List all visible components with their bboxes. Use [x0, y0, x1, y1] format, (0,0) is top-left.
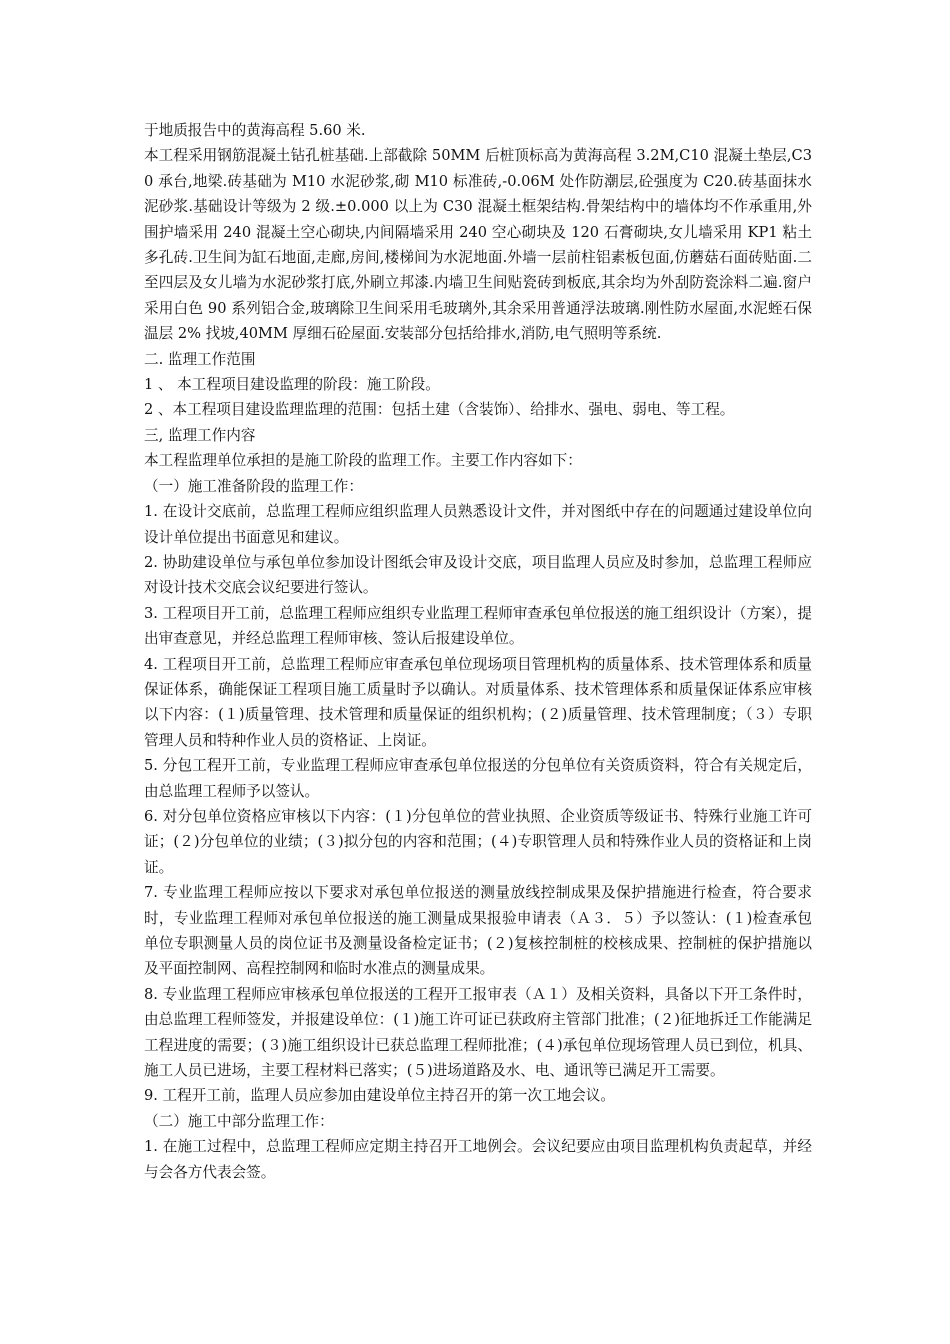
- prep-item-5: 5. 分包工程开工前，专业监理工程师应审查承包单位报送的分包单位有关资质资料，符合有关规定后，由总监理工程师予以签认。: [144, 757, 812, 800]
- prep-item-9: 9. 工程开工前，监理人员应参加由建设单位主持召开的第一次工地会议。: [144, 1087, 615, 1105]
- prep-item-4: 4. 工程项目开工前，总监理工程师应审查承包单位现场项目管理机构的质量体系、技术管理体系和质量保证体系，确能保证工程项目施工质量时予以确认。对质量体系、技术管理体系和质量保证体系应审核以下内容：(１)质量管理、技术管理和质量保证的组织机构；(２)质量管理、技术管理制度；（３）专职管理人员和特种作业人员的资格证、上岗证。: [144, 655, 812, 749]
- heading-content: 三, 监理工作内容: [144, 426, 256, 444]
- construction-item-1: 1. 在施工过程中，总监理工程师应定期主持召开工地例会。会议纪要应由项目监理机构负责起草，并经与会各方代表会签。: [144, 1138, 812, 1181]
- prep-item-3: 3. 工程项目开工前，总监理工程师应组织专业监理工程师审查承包单位报送的施工组织设计（方案），提出审查意见，并经总监理工程师审核、签认后报建设单位。: [144, 604, 812, 648]
- prep-item-1: 1. 在设计交底前，总监理工程师应组织监理人员熟悉设计文件，并对图纸中存在的问题通过建设单位向设计单位提出书面意见和建议。: [144, 503, 812, 546]
- paragraph-project-overview: 本工程采用钢筋混凝土钻孔桩基础.上部截除 50MM 后桩顶标高为黄海高程 3.2M,C10 混凝土垫层,C30 承台,地梁.砖基础为 M10 水泥砂浆,砌 M10 标准砖,-0.06M 处作防潮层,砼强度为 C20.砖基面抹水泥砂浆.基础设计等级为 2 级.±0.000 以上为 C30 混凝土框架结构.骨架结构中的墙体均不作承重用,外围护墙采用 240 混凝土空心砌块,内间隔墙采用 240 空心砌块及 120 石膏砌块,女儿墙采用 KP1 粘土多孔砖.卫生间为缸石地面,走廊,房间,楼梯间为水泥地面.外墙一层前柱铝素板包面,仿蘑菇石面砖贴面.二至四层及女儿墙为水泥砂浆打底,外刷立邦漆.内墙卫生间贴瓷砖到板底,其余均为外刮防瓷涂料二遍.窗户采用白色 90 系列铝合金,玻璃除卫生间采用毛玻璃外,其余采用普通浮法玻璃.刚性防水屋面,水泥蛭石保温层 2% 找坡,40MM 厚细石砼屋面.安装部分包括给排水,消防,电气照明等系统.: [144, 147, 812, 343]
- prep-item-7: 7. 专业监理工程师应按以下要求对承包单位报送的测量放线控制成果及保护措施进行检查，符合要求时，专业监理工程师对承包单位报送的施工测量成果报验申请表（Ａ３．５）予以签认：(１)检查承包单位专职测量人员的岗位证书及测量设备检定证书；(２)复核控制桩的校核成果、控制桩的保护措施以及平面控制网、高程控制网和临时水准点的测量成果。: [144, 884, 812, 978]
- prep-item-8: 8. 专业监理工程师应审核承包单位报送的工程开工报审表（Ａ１）及相关资料，具备以下开工条件时，由总监理工程师签发，并报建设单位：(１)施工许可证已获政府主管部门批准；(２)征地拆迁工作能满足工程进度的需要；(３)施工组织设计已获总监理工程师批准；(４)承包单位现场管理人员已到位，机具、施工人员已进场，主要工程材料已落实；(５)进场道路及水、电、通讯等已满足开工需要。: [144, 985, 812, 1080]
- scope-item-2: 2 、本工程项目建设监理监理的范围：包括土建（含装饰）、给排水、强电、弱电、等工程。: [144, 401, 735, 419]
- document-page: [144, 118, 812, 1185]
- subheading-construction-stage: （二）施工中部分监理工作：: [144, 1112, 334, 1130]
- subheading-preparation-stage: （一）施工准备阶段的监理工作：: [144, 477, 363, 495]
- paragraph-elevation-note: 于地质报告中的黄海高程 5.60 米.: [144, 122, 366, 139]
- prep-item-6: 6. 对分包单位资格应审核以下内容：(１)分包单位的营业执照、企业资质等级证书、特殊行业施工许可证；(２)分包单位的业绩；(３)拟分包的内容和范围；(４)专职管理人员和特殊作业人员的资格证和上岗证。: [144, 807, 812, 876]
- prep-item-2: 2. 协助建设单位与承包单位参加设计图纸会审及设计交底，项目监理人员应及时参加，总监理工程师应对设计技术交底会议纪要进行签认。: [144, 553, 812, 597]
- heading-scope: 二. 监理工作范围: [144, 350, 256, 368]
- paragraph-content-intro: 本工程监理单位承担的是施工阶段的监理工作。主要工作内容如下：: [144, 452, 582, 470]
- scope-item-1: 1 、 本工程项目建设监理的阶段：施工阶段。: [144, 376, 440, 394]
